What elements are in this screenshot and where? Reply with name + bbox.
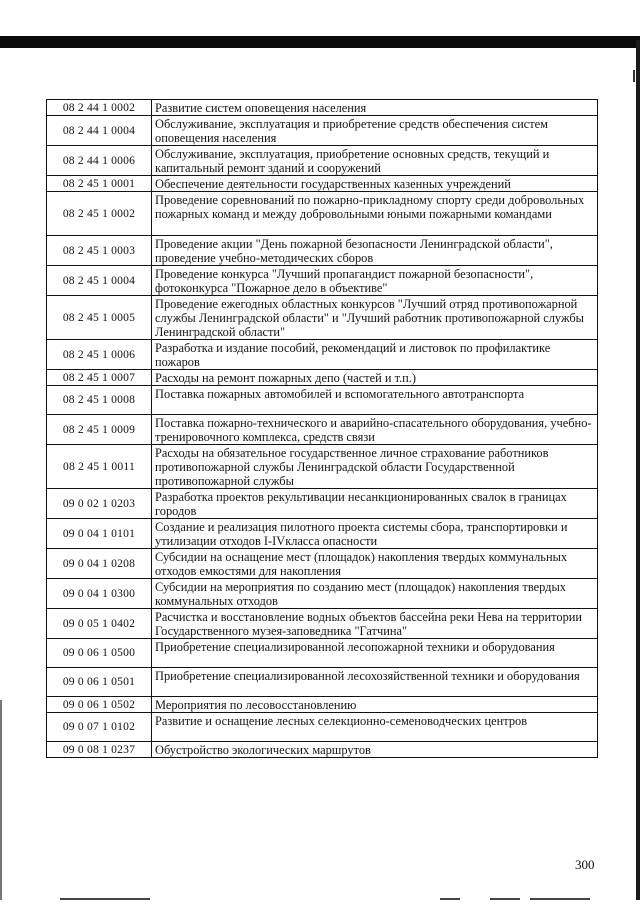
budget-code-cell: 08 2 45 1 0001 bbox=[47, 176, 152, 192]
table-row bbox=[47, 609, 598, 639]
table-row bbox=[47, 340, 598, 370]
budget-code-cell: 09 0 02 1 0203 bbox=[47, 489, 152, 519]
table-row bbox=[47, 116, 598, 146]
budget-code-cell: 08 2 45 1 0003 bbox=[47, 236, 152, 266]
description-cell: Расходы на ремонт пожарных депо (частей и т.п.) bbox=[152, 370, 598, 386]
description-cell: Развитие и оснащение лесных селекционно-семеноводческих центров bbox=[152, 713, 598, 742]
budget-code-cell: 08 2 45 1 0006 bbox=[47, 340, 152, 370]
table-row bbox=[47, 236, 598, 266]
budget-code-cell: 08 2 45 1 0004 bbox=[47, 266, 152, 296]
scan-border-right bbox=[636, 40, 640, 900]
table-row bbox=[47, 176, 598, 192]
description-cell: Приобретение специализированной лесопожарной техники и оборудования bbox=[152, 639, 598, 668]
description-cell: Проведение акции "День пожарной безопасности Ленинградской области", проведение учебно-методических сборов bbox=[152, 236, 598, 266]
table-row bbox=[47, 445, 598, 489]
budget-code-cell: 08 2 44 1 0004 bbox=[47, 116, 152, 146]
table-row bbox=[47, 415, 598, 445]
description-cell: Обустройство экологических маршрутов bbox=[152, 742, 598, 758]
scan-mark bbox=[490, 898, 520, 900]
budget-code-cell: 09 0 06 1 0501 bbox=[47, 668, 152, 697]
table-row bbox=[47, 489, 598, 519]
budget-codes-table bbox=[46, 99, 598, 758]
description-cell: Поставка пожарных автомобилей и вспомогательного автотранспорта bbox=[152, 386, 598, 415]
scan-mark bbox=[530, 898, 590, 900]
description-cell: Обслуживание, эксплуатация, приобретение основных средств, текущий и капитальный ремонт зданий и сооружений bbox=[152, 146, 598, 176]
table-row bbox=[47, 296, 598, 340]
description-cell: Мероприятия по лесовосстановлению bbox=[152, 697, 598, 713]
description-cell: Проведение ежегодных областных конкурсов "Лучший отряд противопожарной службы Ленинградской области" и "Лучший работник противопожарной службы Ленинградской области" bbox=[152, 296, 598, 340]
budget-code-cell: 08 2 45 1 0011 bbox=[47, 445, 152, 489]
description-cell: Обеспечение деятельности государственных казенных учреждений bbox=[152, 176, 598, 192]
scan-mark bbox=[633, 70, 635, 82]
budget-code-cell: 09 0 04 1 0208 bbox=[47, 549, 152, 579]
description-cell: Проведение конкурса "Лучший пропагандист пожарной безопасности", фотоконкурса "Пожарное дело в объективе" bbox=[152, 266, 598, 296]
budget-code-cell: 09 0 04 1 0300 bbox=[47, 579, 152, 609]
description-cell: Развитие систем оповещения населения bbox=[152, 100, 598, 116]
description-cell: Создание и реализация пилотного проекта системы сбора, транспортировки и утилизации отходов I-IVкласса опасности bbox=[152, 519, 598, 549]
table-row bbox=[47, 100, 598, 116]
table-row bbox=[47, 549, 598, 579]
table-row bbox=[47, 639, 598, 668]
description-cell: Поставка пожарно-технического и аварийно-спасательного оборудования, учебно-тренировочного комплекса, средств связи bbox=[152, 415, 598, 445]
scan-mark bbox=[60, 898, 150, 900]
budget-code-cell: 08 2 44 1 0002 bbox=[47, 100, 152, 116]
description-cell: Субсидии на оснащение мест (площадок) накопления твердых коммунальных отходов емкостями для накопления bbox=[152, 549, 598, 579]
description-cell: Расходы на обязательное государственное личное страхование работников противопожарной службы Ленинградской области Государственной противопожарной службы bbox=[152, 445, 598, 489]
description-cell: Расчистка и восстановление водных объектов бассейна реки Нева на территории Государственного музея-заповедника "Гатчина" bbox=[152, 609, 598, 639]
budget-code-cell: 08 2 45 1 0007 bbox=[47, 370, 152, 386]
budget-code-cell: 09 0 04 1 0101 bbox=[47, 519, 152, 549]
budget-code-cell: 09 0 08 1 0237 bbox=[47, 742, 152, 758]
description-cell: Разработка и издание пособий, рекомендаций и листовок по профилактике пожаров bbox=[152, 340, 598, 370]
budget-code-cell: 09 0 05 1 0402 bbox=[47, 609, 152, 639]
description-cell: Обслуживание, эксплуатация и приобретение средств обеспечения систем оповещения населения bbox=[152, 116, 598, 146]
table-row bbox=[47, 713, 598, 742]
budget-code-cell: 08 2 45 1 0005 bbox=[47, 296, 152, 340]
table-row bbox=[47, 742, 598, 758]
table-row bbox=[47, 668, 598, 697]
budget-code-cell: 09 0 06 1 0500 bbox=[47, 639, 152, 668]
table-row bbox=[47, 370, 598, 386]
table-row bbox=[47, 386, 598, 415]
budget-code-cell: 08 2 45 1 0008 bbox=[47, 386, 152, 415]
table-row bbox=[47, 146, 598, 176]
description-cell: Приобретение специализированной лесохозяйственной техники и оборудования bbox=[152, 668, 598, 697]
description-cell: Субсидии на мероприятия по созданию мест (площадок) накопления твердых коммунальных отходов bbox=[152, 579, 598, 609]
budget-code-cell: 09 0 06 1 0502 bbox=[47, 697, 152, 713]
description-cell: Разработка проектов рекультивации несанкционированных свалок в границах городов bbox=[152, 489, 598, 519]
scan-border-left bbox=[0, 700, 2, 900]
table-row bbox=[47, 697, 598, 713]
table-row bbox=[47, 519, 598, 549]
page-number: 300 bbox=[575, 857, 595, 872]
budget-code-cell: 09 0 07 1 0102 bbox=[47, 713, 152, 742]
scan-border-top bbox=[0, 36, 640, 48]
budget-code-cell: 08 2 45 1 0009 bbox=[47, 415, 152, 445]
description-cell: Проведение соревнований по пожарно-прикладному спорту среди добровольных пожарных команд и между добровольными юными пожарными командами bbox=[152, 192, 598, 236]
table-row bbox=[47, 266, 598, 296]
table-row bbox=[47, 192, 598, 236]
table-row bbox=[47, 579, 598, 609]
scan-mark bbox=[440, 898, 460, 900]
budget-code-cell: 08 2 44 1 0006 bbox=[47, 146, 152, 176]
budget-code-cell: 08 2 45 1 0002 bbox=[47, 192, 152, 236]
